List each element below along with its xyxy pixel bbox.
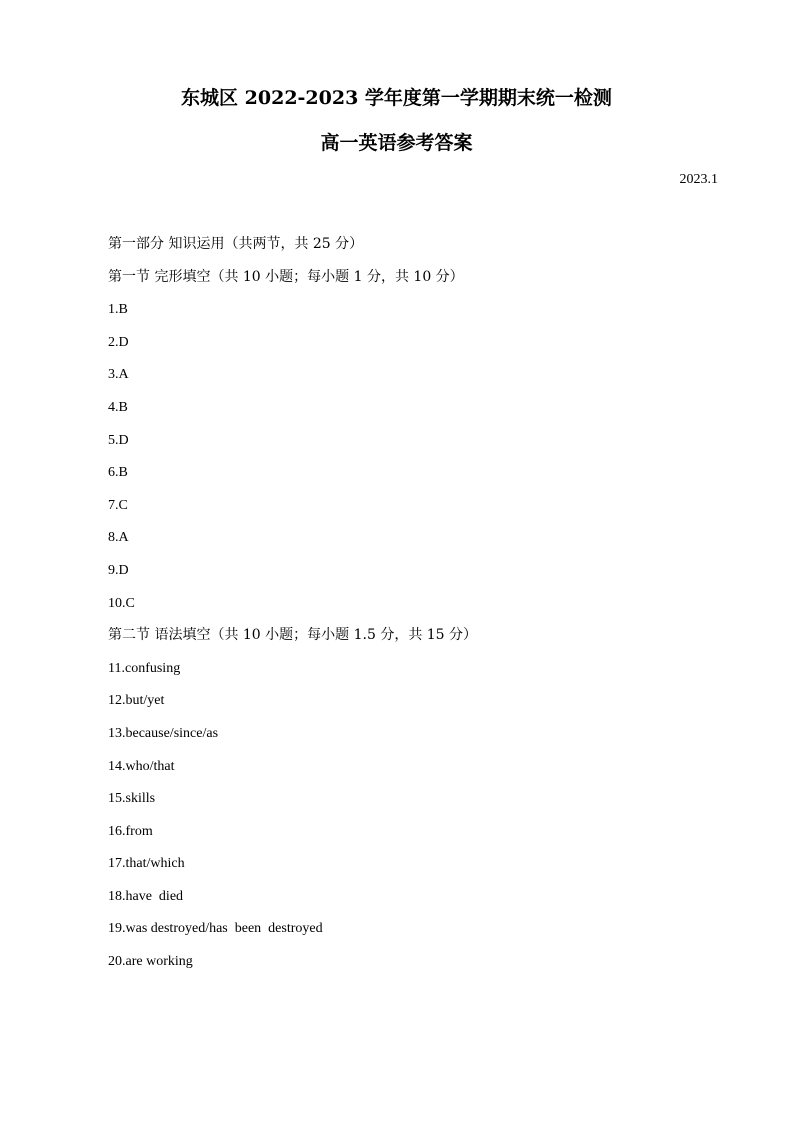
answer-number: 4.	[108, 399, 119, 415]
answer-text: who/that	[125, 758, 175, 774]
answer-text: B	[118, 465, 128, 481]
answer-number: 7.	[108, 497, 119, 513]
answer-text: skills	[125, 791, 156, 807]
answer-item	[108, 656, 728, 689]
answer-number: 3.	[108, 367, 119, 383]
answer-text: but/yet	[125, 693, 165, 709]
answer-item	[108, 721, 728, 754]
answer-number: 20.	[108, 954, 126, 970]
answer-item	[108, 428, 728, 461]
answer-text: confusing	[124, 660, 181, 676]
answer-item	[108, 754, 728, 787]
answer-number: 5.	[108, 432, 119, 448]
answer-text: have died	[125, 888, 184, 904]
answer-number: 1.	[108, 302, 119, 318]
answer-number: 2.	[108, 334, 119, 350]
answer-text: A	[118, 367, 129, 383]
answer-item	[108, 851, 728, 884]
document-title: 东城区 2022-2023 学年度第一学期期末统一检测	[181, 87, 612, 109]
answer-item	[108, 493, 728, 526]
answer-number: 11.	[108, 660, 125, 676]
answer-number: 6.	[108, 465, 119, 481]
answer-text: because/since/as	[125, 725, 219, 741]
answer-item	[108, 395, 728, 428]
answer-item	[108, 297, 728, 330]
answer-item	[108, 330, 728, 363]
answer-item	[108, 819, 728, 852]
answer-text: C	[118, 497, 128, 513]
answer-text: C	[125, 595, 135, 611]
answer-item	[108, 460, 728, 493]
answer-number: 17.	[108, 856, 126, 872]
part1-heading: 第一部分 知识运用（共两节，共 25 分）	[108, 236, 364, 252]
answer-number: 13.	[108, 725, 126, 741]
section1-heading: 第一节 完形填空（共 10 小题；每小题 1 分，共 10 分）	[108, 268, 464, 285]
answer-item	[108, 884, 728, 917]
answer-text: was destroyed/has been destroyed	[125, 921, 323, 937]
answer-item	[108, 916, 728, 949]
answer-text: D	[118, 562, 129, 578]
answer-content	[108, 232, 728, 982]
answer-item	[108, 362, 728, 395]
answer-item	[108, 688, 728, 721]
answer-text: from	[125, 823, 153, 839]
answer-text: are working	[125, 954, 193, 970]
answer-number: 10.	[108, 595, 126, 611]
answer-number: 9.	[108, 562, 119, 578]
answer-number: 19.	[108, 921, 126, 937]
answer-item	[108, 525, 728, 558]
answer-text: that/which	[125, 856, 185, 872]
answer-text: B	[118, 399, 128, 415]
answer-item	[108, 558, 728, 591]
answer-number: 18.	[108, 888, 126, 904]
answer-number: 12.	[108, 693, 126, 709]
answer-item	[108, 949, 728, 982]
answer-text: B	[118, 302, 128, 318]
document-subtitle: 高一英语参考答案	[320, 132, 473, 154]
answer-text: D	[118, 432, 129, 448]
answer-number: 16.	[108, 823, 126, 839]
section2-heading: 第二节 语法填空（共 10 小题；每小题 1.5 分，共 15 分）	[108, 627, 478, 644]
answer-item	[108, 591, 728, 624]
answer-number: 15.	[108, 791, 126, 807]
answer-item	[108, 786, 728, 819]
answer-text: D	[118, 334, 129, 350]
answer-number: 14.	[108, 758, 126, 774]
answer-number: 8.	[108, 530, 119, 546]
answer-text: A	[118, 530, 129, 546]
document-date: 2023.1	[679, 172, 718, 187]
